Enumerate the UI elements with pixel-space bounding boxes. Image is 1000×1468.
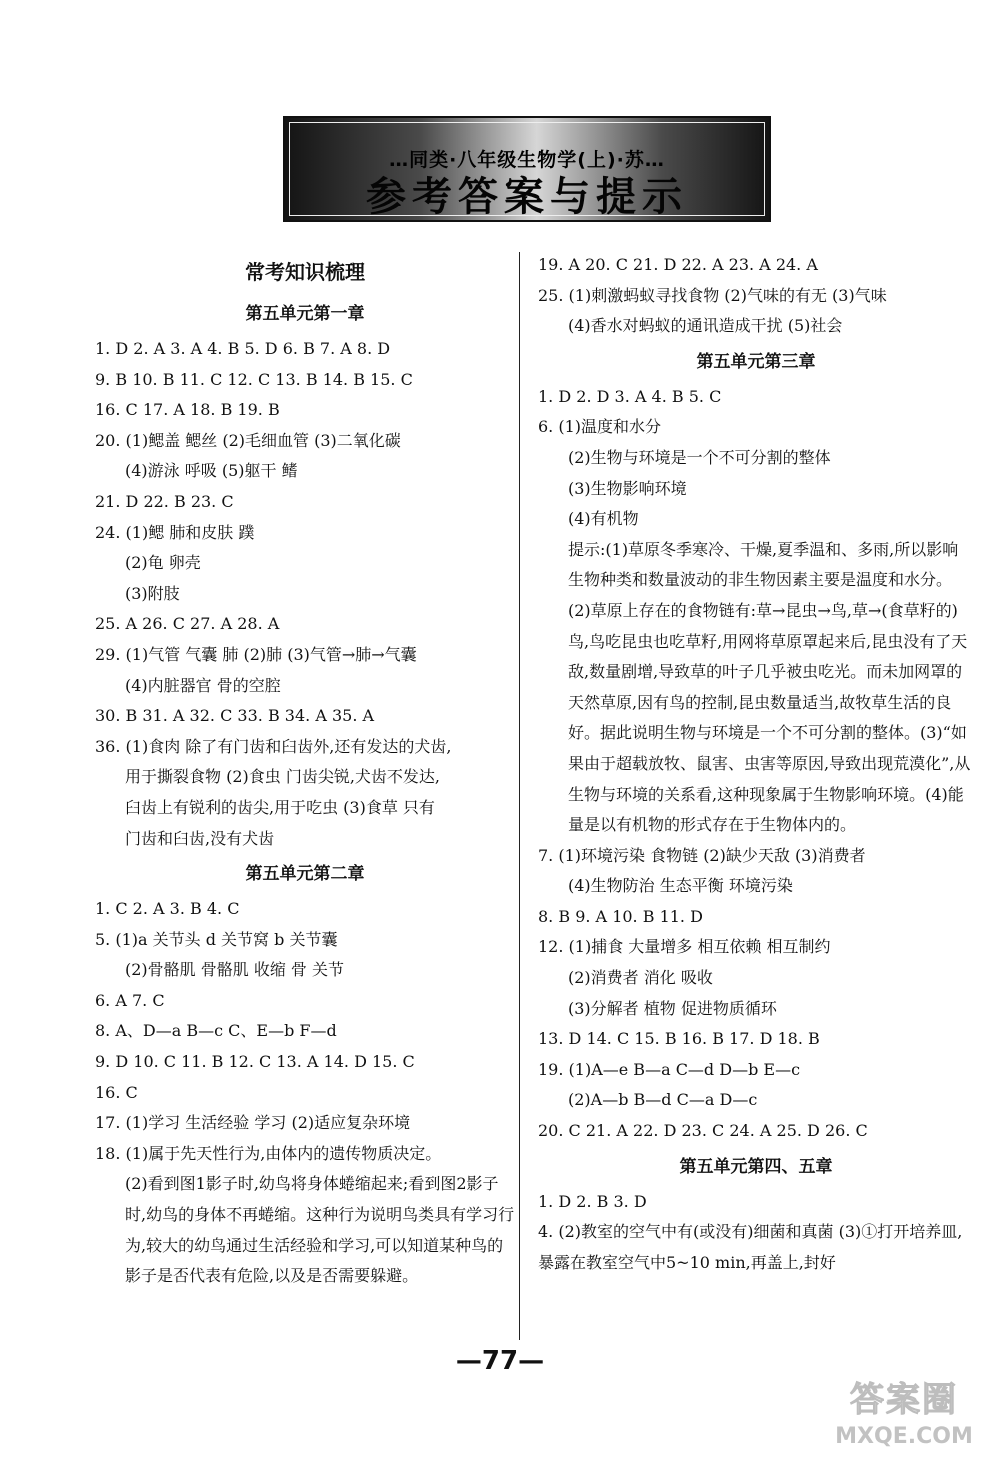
banner-title: 参考答案与提示: [366, 174, 688, 220]
answer-line: 19. A 20. C 21. D 22. A 23. A 24. A: [538, 255, 818, 274]
hint-paragraph: 提示:(1)草原冬季寒冷、干燥,夏季温和、多雨,所以影响生物种类和数量波动的非生物因素主要是温度和水分。(2)草原上存在的食物链有:草→昆虫→鸟,草→(食草籽的)鸟,鸟吃昆虫也吃草籽,用网将草原罩起来后,昆虫没有了天敌,数量剧增,导致草的叶子几乎被虫吃光。而未加网罩的天然草原,因有鸟的控制,昆虫数量适当,故牧草生活的良好。据此说明生物与环境是一个不可分割的整体。(3)“如果由于超载放牧、鼠害、虫害等原因,导致出现荒漠化”,从生物与环境的关系看,这种现象属于生物影响环境。(4)能量是以有机物的形式存在于生物体内的。: [568, 539, 971, 835]
section-title: 常考知识梳理: [245, 260, 365, 284]
answer-line: (2)骨骼肌 骨骼肌 收缩 骨 关节: [125, 960, 345, 980]
answer-line: 6. A 7. C: [95, 990, 165, 1010]
banner-subtitle: …同类·八年级生物学(上)·苏…: [389, 149, 665, 171]
page-number: —77—: [455, 1346, 545, 1376]
watermark-logo: [818, 1378, 990, 1460]
answer-line: 16. C: [95, 1082, 138, 1102]
answer-line: 1. C 2. A 3. B 4. C: [95, 899, 240, 919]
answer-line: (4)生物防治 生态平衡 环境污染: [568, 876, 793, 896]
answer-line: 5. (1)a 关节头 d 关节窝 b 关节囊: [95, 929, 338, 949]
answer-line: (4)内脏器官 骨的空腔: [125, 675, 281, 695]
answer-line: (3)生物影响环境: [568, 478, 687, 498]
answer-line: 36. (1)食肉 除了有门齿和臼齿外,还有发达的犬齿,: [95, 736, 452, 756]
answer-line: (4)有机物: [568, 509, 639, 529]
left-column: [95, 250, 515, 1292]
answer-line: 8. A、D—a B—c C、E—b F—d: [95, 1021, 337, 1041]
answer-line: 18. (1)属于先天性行为,由体内的遗传物质决定。: [95, 1143, 442, 1163]
chapter-title-5-1: 第五单元第一章: [245, 304, 365, 324]
watermark-url: MXQE.COM: [835, 1424, 973, 1449]
answer-line: (4)香水对蚂蚁的通讯造成干扰 (5)社会: [568, 316, 843, 336]
answer-line: (2)消费者 消化 吸收: [568, 968, 713, 988]
answer-line: 1. D 2. D 3. A 4. B 5. C: [538, 386, 722, 406]
answer-line: 25. (1)刺激蚂蚁寻找食物 (2)气味的有无 (3)气味: [538, 285, 887, 305]
answer-line: 16. C 17. A 18. B 19. B: [95, 400, 280, 420]
chapter-title-5-4-5: 第五单元第四、五章: [679, 1156, 833, 1177]
answer-line: 17. (1)学习 生活经验 学习 (2)适应复杂环境: [95, 1113, 411, 1133]
answer-line: 1. D 2. A 3. A 4. B 5. D 6. B 7. A 8. D: [95, 339, 391, 358]
answer-line: 门齿和臼齿,没有犬齿: [125, 828, 275, 848]
answer-line: 9. B 10. B 11. C 12. C 13. B 14. B 15. C: [95, 369, 413, 389]
answer-line: 12. (1)捕食 大量增多 相互依赖 相互制约: [538, 937, 831, 957]
right-column: [538, 250, 974, 1278]
answer-line: 20. (1)鳃盖 鳃丝 (2)毛细血管 (3)二氧化碳: [95, 430, 401, 450]
answer-line: 24. (1)鳃 肺和皮肤 蹼: [95, 522, 255, 542]
answer-line: 21. D 22. B 23. C: [95, 491, 234, 511]
answer-line: 29. (1)气管 气囊 肺 (2)肺 (3)气管→肺→气囊: [95, 644, 417, 664]
answer-line: (3)附肢: [125, 583, 180, 603]
answer-paragraph: 4. (2)教室的空气中有(或没有)细菌和真菌 (3)①打开培养皿,暴露在教室空气中5~10 min,再盖上,封好: [538, 1222, 963, 1272]
answer-line: 1. D 2. B 3. D: [538, 1191, 647, 1211]
answer-line: 6. (1)温度和水分: [538, 417, 662, 437]
answer-line: 19. (1)A—e B—a C—d D—b E—c: [538, 1059, 801, 1079]
answer-line: 30. B 31. A 32. C 33. B 34. A 35. A: [95, 706, 375, 726]
banner-frame: [289, 122, 765, 220]
answer-line: (3)分解者 植物 促进物质循环: [568, 998, 777, 1018]
chapter-title-5-3: 第五单元第三章: [696, 351, 816, 372]
chapter-title-5-2: 第五单元第二章: [245, 864, 365, 885]
answer-banner: [283, 116, 771, 222]
answer-line: 用于撕裂食物 (2)食虫 门齿尖锐,犬齿不发达,: [125, 767, 441, 787]
answer-line: 9. D 10. C 11. B 12. C 13. A 14. D 15. C: [95, 1052, 415, 1072]
answer-line: 20. C 21. A 22. D 23. C 24. A 25. D 26. C: [538, 1121, 868, 1141]
answer-line: (2)龟 卵壳: [125, 553, 201, 573]
answer-line: 7. (1)环境污染 食物链 (2)缺少天敌 (3)消费者: [538, 845, 866, 865]
column-divider: [519, 252, 520, 1340]
answer-paragraph: (2)看到图1影子时,幼鸟将身体蜷缩起来;看到图2影子时,幼鸟的身体不再蜷缩。这种行为说明鸟类具有学习行为,较大的幼鸟通过生活经验和学习,可以知道某种鸟的影子是否代表有危险,以及是否需要躲避。: [125, 1174, 515, 1286]
answer-line: 13. D 14. C 15. B 16. B 17. D 18. B: [538, 1029, 820, 1049]
answer-line: (4)游泳 呼吸 (5)躯干 鳍: [125, 461, 298, 481]
answer-line: 25. A 26. C 27. A 28. A: [95, 614, 280, 634]
watermark-text: 答案圈: [850, 1380, 958, 1420]
answer-line: 臼齿上有锐利的齿尖,用于吃虫 (3)食草 只有: [125, 797, 435, 817]
answer-line: (2)A—b B—d C—a D—c: [568, 1090, 758, 1110]
answer-line: (2)生物与环境是一个不可分割的整体: [568, 447, 831, 467]
answer-line: 8. B 9. A 10. B 11. D: [538, 906, 703, 926]
